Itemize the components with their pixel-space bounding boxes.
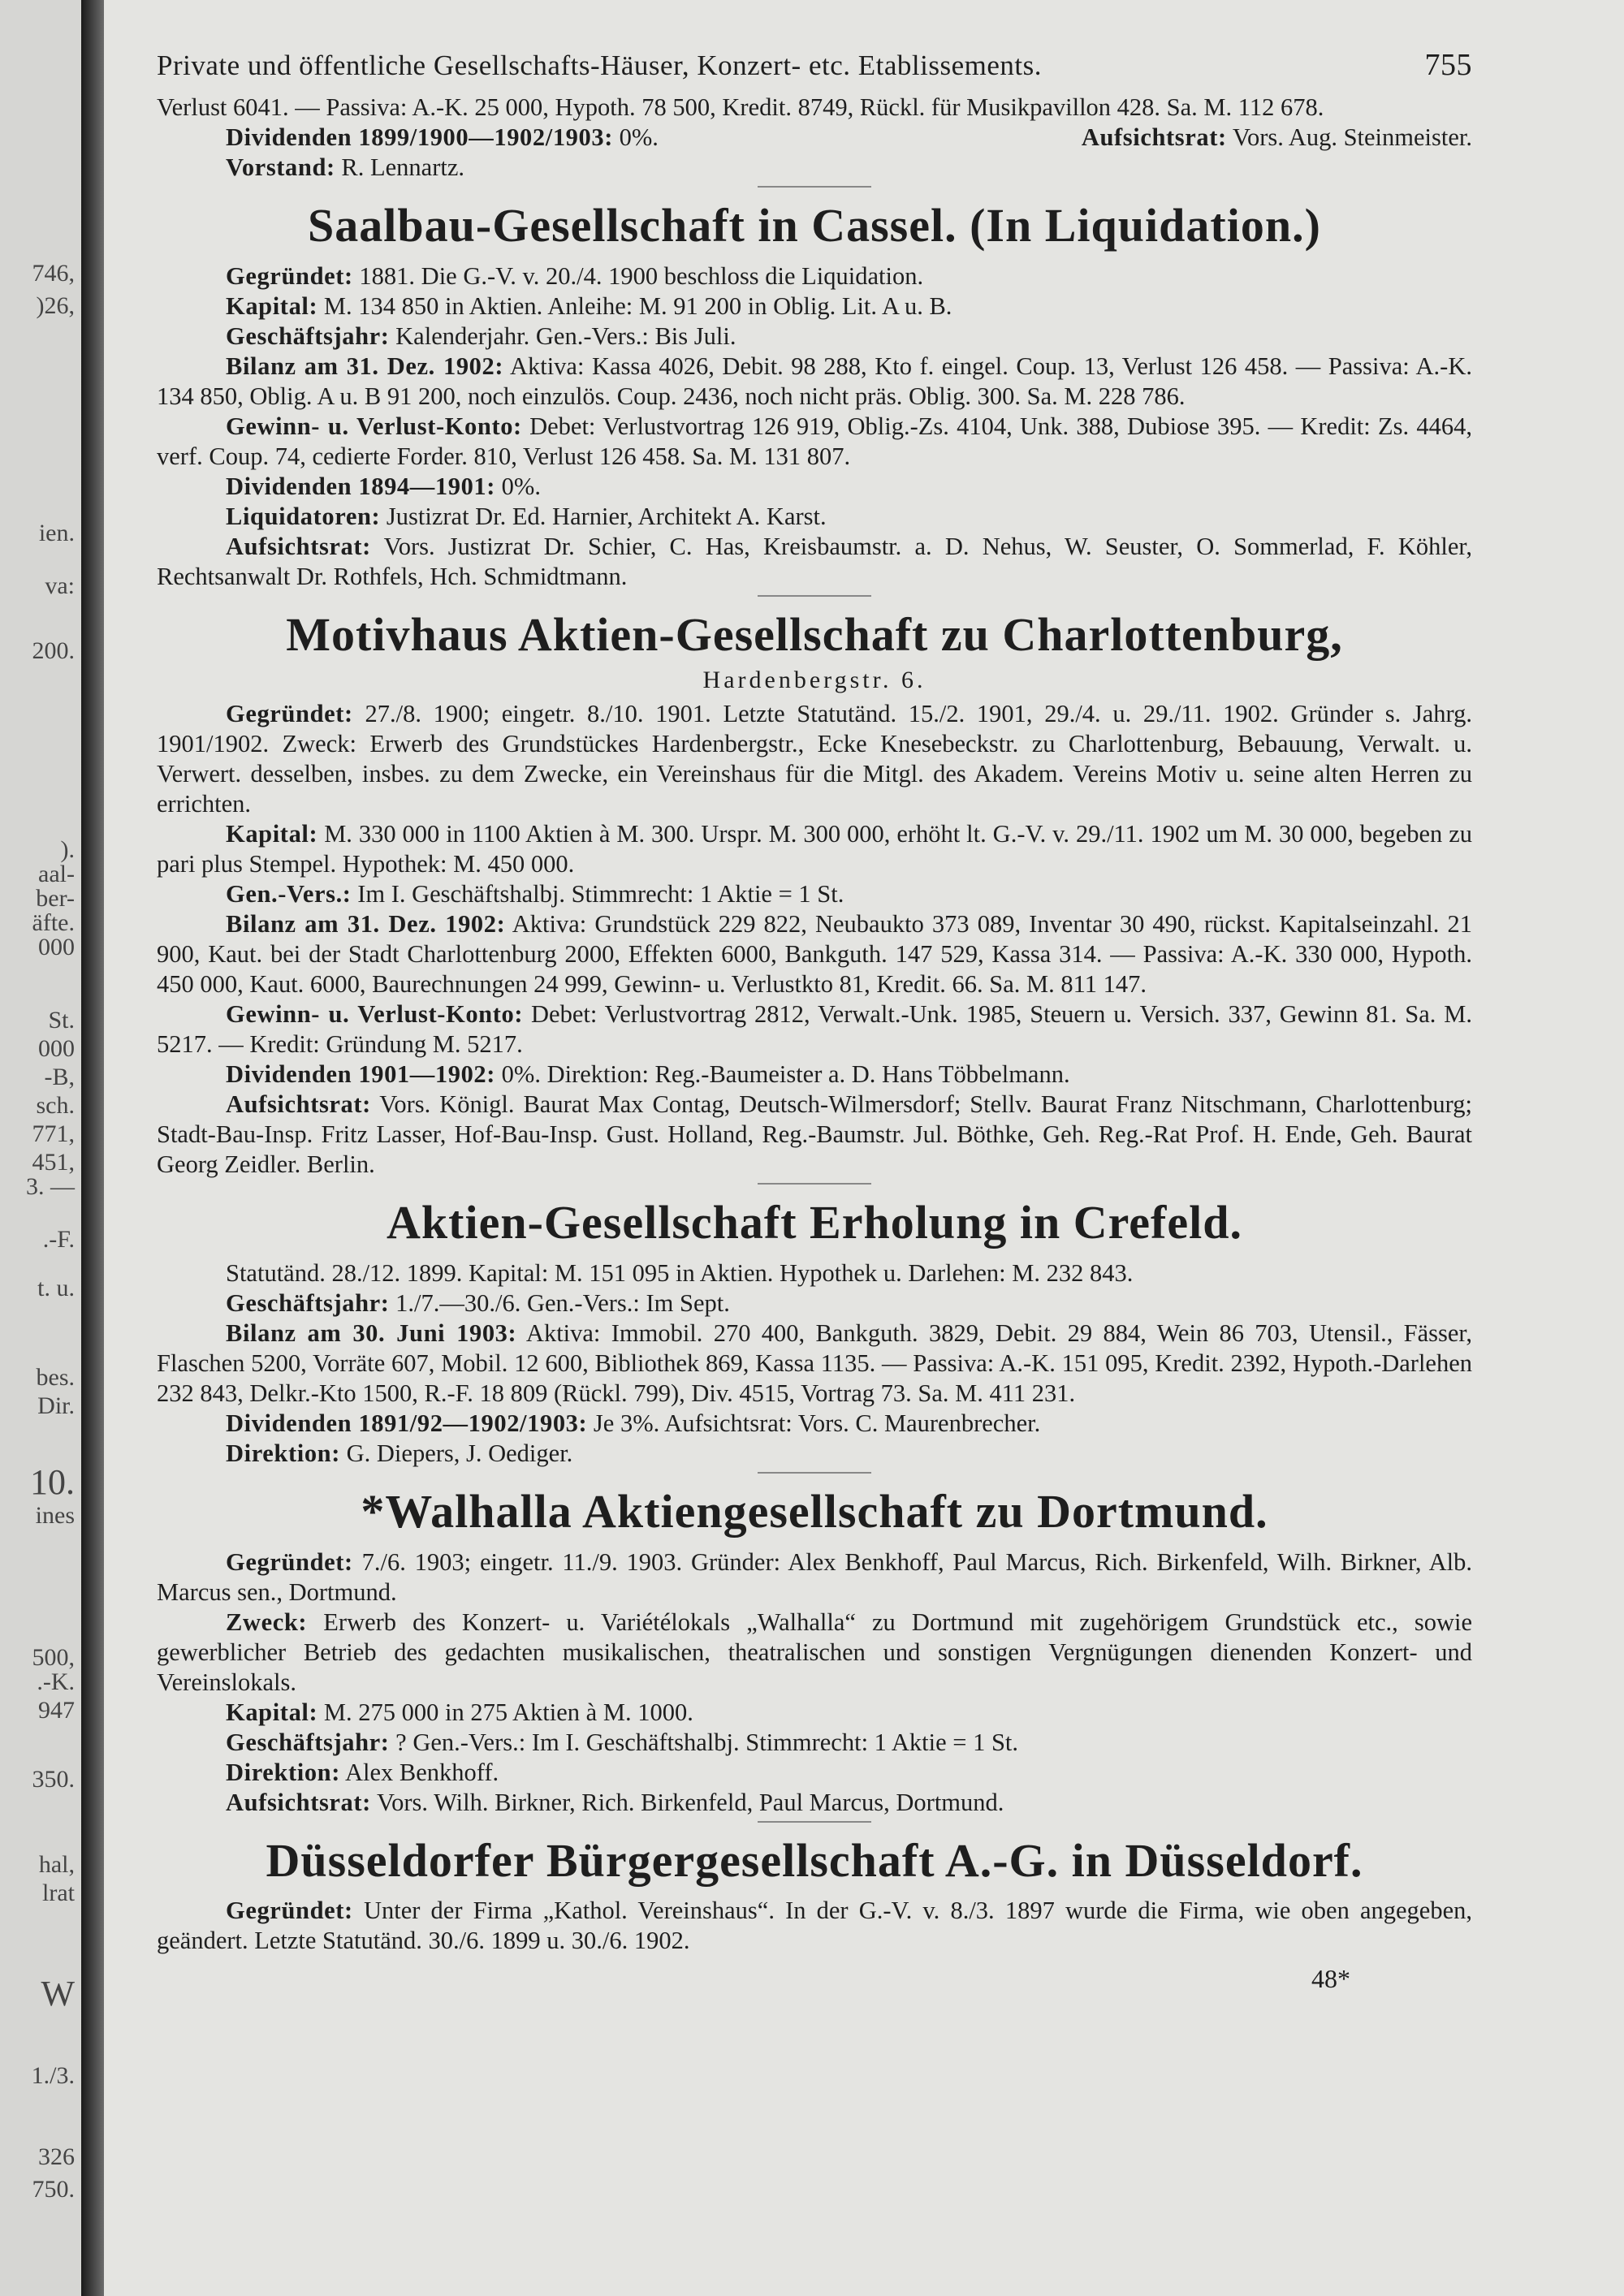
field-text: Justizrat Dr. Ed. Harnier, Architekt A. Karst.	[386, 502, 827, 530]
field-text: Aktiva: Immobil. 270 400, Bankguth. 3829, Debit. 29 884, Wein 86 703, Utensil., Fässer, Flaschen 5200, Vorräte 607, Mobil. 12 600, Bibliothek 869, Kassa 1135. — Passiva: A.-K. 151 095, Kredit. 2392, Hypoth.-Darlehen 232 843, Delkr.-Kto 1500, R.-F. 18 809 (Rückl. 799), Div. 4515, Vortrag 73. Sa. M. 411 231.	[157, 1319, 1472, 1408]
company-entry	[157, 1834, 1472, 1957]
margin-fragment: 771,	[32, 1120, 75, 1147]
field-text: Vors. Wilh. Birkner, Rich. Birkenfeld, Paul Marcus, Dortmund.	[377, 1788, 1004, 1816]
field-text: 1./7.—30./6. Gen.-Vers.: Im Sept.	[395, 1289, 730, 1318]
company-heading: Saalbau-Gesellschaft in Cassel. (In Liquidation.)	[308, 199, 1321, 252]
page-number: 755	[1424, 48, 1472, 82]
field-label: Zweck:	[226, 1608, 308, 1636]
entry-paragraph	[157, 999, 1472, 1060]
entry-paragraph	[157, 502, 1472, 532]
margin-fragment: sch.	[36, 1092, 75, 1119]
margin-fragment: t. u.	[37, 1275, 75, 1301]
prev-vorstand-label: Vorstand:	[226, 153, 335, 181]
field-label: Gen.-Vers.:	[226, 880, 352, 908]
field-label: Direktion:	[226, 1758, 340, 1786]
field-label: Bilanz am 30. Juni 1903:	[226, 1319, 517, 1348]
company-entries	[157, 199, 1472, 1956]
margin-fragment: 350.	[32, 1766, 75, 1793]
margin-fragment: 326	[38, 2143, 75, 2170]
entry-paragraph	[157, 1439, 1472, 1469]
company-address: Hardenbergstr. 6.	[702, 667, 926, 694]
field-text: Je 3%. Aufsichtsrat: Vors. C. Maurenbrecher.	[593, 1409, 1041, 1438]
field-text: 0%.	[501, 472, 541, 500]
field-text: ? Gen.-Vers.: Im I. Geschäftshalbj. Stimmrecht: 1 Aktie = 1 St.	[395, 1728, 1019, 1756]
entry-paragraph	[157, 412, 1472, 472]
prev-entry-dividends	[157, 123, 1472, 153]
margin-fragment: ien.	[38, 520, 75, 546]
entry-paragraph	[157, 1896, 1472, 1956]
field-text: Debet: Verlustvortrag 2812, Verwalt.-Unk. 1985, Steuern u. Versich. 337, Gewinn 81. Sa. M. 5217. — Kredit: Gründung M. 5217.	[157, 1000, 1473, 1059]
book-page	[104, 0, 1624, 2296]
prev-vorstand-value: R. Lennartz.	[341, 153, 464, 181]
company-entry	[157, 608, 1472, 1185]
prev-entry-balance: Verlust 6041. — Passiva: A.-K. 25 000, Hypoth. 78 500, Kredit. 8749, Rückl. für Musikpavillon 428. Sa. M. 112 678.	[157, 93, 1324, 121]
company-heading: *Walhalla Aktiengesellschaft zu Dortmund.	[361, 1485, 1268, 1539]
margin-fragment: 746,	[32, 260, 75, 287]
margin-fragment: 451,	[32, 1149, 75, 1176]
entry-paragraph	[157, 699, 1472, 819]
section-rule	[758, 186, 871, 188]
previous-entry-continuation	[157, 93, 1472, 188]
company-heading: Aktien-Gesellschaft Erholung in Crefeld.	[387, 1196, 1242, 1249]
field-label: Gegründet:	[226, 261, 353, 290]
field-label: Gewinn- u. Verlust-Konto:	[226, 412, 522, 440]
field-text: Im I. Geschäftshalbj. Stimmrecht: 1 Aktie = 1 St.	[357, 880, 844, 908]
field-text: Alex Benkhoff.	[344, 1758, 499, 1786]
entry-paragraph	[157, 1258, 1472, 1288]
margin-fragment: 200.	[32, 637, 75, 664]
field-label: Kapital:	[226, 820, 318, 848]
entry-paragraph	[157, 1090, 1472, 1180]
field-text: Aktiva: Grundstück 229 822, Neubaukto 373 089, Inventar 30 490, rückst. Kapitalseinzahl. 21 900, Kaut. bei der Stadt Charlottenburg 2000, Effekten 6000, Bankguth. 147 529, Kassa 314. — Passiva: A.-K. 330 000, Hypoth. 450 000, Kaut. 6000, Baurechnungen 24 999, Gewinn- u. Verlustkto 81, Kredit. 66. Sa. M. 811 147.	[157, 910, 1472, 999]
company-entry	[157, 199, 1472, 597]
field-text: M. 330 000 in 1100 Aktien à M. 300. Urspr. M. 300 000, erhöht lt. G.-V. v. 29./11. 1902 um M. 30 000, begeben zu pari plus Stempel. Hypothek: M. 450 000.	[157, 820, 1473, 878]
field-text: Unter der Firma „Kathol. Vereinshaus“. In der G.-V. v. 8./3. 1897 wurde die Firma, wie oben angegeben, geändert. Letzte Statutänd. 30./6. 1899 u. 30./6. 1902.	[157, 1897, 1473, 1955]
field-label: Aufsichtsrat:	[226, 1788, 371, 1816]
entry-paragraph	[157, 261, 1472, 291]
entry-paragraph	[157, 879, 1472, 909]
field-text: M. 275 000 in 275 Aktien à M. 1000.	[323, 1698, 693, 1726]
margin-fragment: aal-	[38, 861, 75, 887]
field-label: Gegründet:	[226, 1897, 353, 1925]
field-text: Vors. Justizrat Dr. Schier, C. Has, Kreisbaumstr. a. D. Nehus, W. Seuster, O. Sommerlad, F. Köhler, Rechtsanwalt Dr. Rothfels, Hch. Schmidtmann.	[157, 532, 1472, 590]
field-label: Kapital:	[226, 291, 318, 320]
field-text: 7./6. 1903; eingetr. 11./9. 1903. Gründer: Alex Benkhoff, Paul Marcus, Rich. Birkenfeld, Wilh. Birkner, Alb. Marcus sen., Dortmund.	[157, 1547, 1473, 1606]
company-entry	[157, 1485, 1472, 1823]
entry-paragraph	[157, 909, 1472, 999]
entry-paragraph	[157, 1698, 1472, 1728]
field-label: Gegründet:	[226, 1547, 353, 1576]
prev-dividends-label: Dividenden 1899/1900—1902/1903:	[226, 123, 613, 151]
margin-fragment: 000	[38, 1035, 75, 1062]
entry-paragraph	[157, 472, 1472, 502]
entry-paragraph	[157, 819, 1472, 879]
field-text: Vors. Königl. Baurat Max Contag, Deutsch-Wilmersdorf; Stellv. Baurat Franz Nitschmann, Charlottenburg; Stadt-Bau-Insp. Fritz Lasser, Hof-Bau-Insp. Gust. Holland, Reg.-Baumstr. Jul. Böthke, Geh. Reg.-Rat Prof. H. Ende, Geh. Baurat Georg Zeidler. Berlin.	[157, 1090, 1472, 1179]
margin-fragment: äfte.	[32, 909, 75, 936]
margin-fragment: 500,	[32, 1644, 75, 1671]
margin-fragment: hal,	[38, 1851, 75, 1878]
section-rule	[758, 1472, 871, 1474]
company-heading: Motivhaus Aktien-Gesellschaft zu Charlottenburg,	[286, 607, 1343, 661]
field-text: G. Diepers, J. Oediger.	[346, 1439, 573, 1468]
field-label: Bilanz am 31. Dez. 1902:	[226, 352, 504, 380]
field-label: Gewinn- u. Verlust-Konto:	[226, 1000, 524, 1029]
signature-mark: 48*	[1311, 1964, 1350, 1994]
margin-fragment: St.	[48, 1007, 75, 1034]
field-text: 27./8. 1900; eingetr. 8./10. 1901. Letzte Statutänd. 15./2. 1901, 29./4. u. 29./11. 1902. Gründer s. Jahrg. 1901/1902. Zweck: Erwerb des Grundstückes Hardenbergstr., Ecke Knesebeckstr. zu Charlottenburg, Bebauung, Verwalt. u. Verwert. desselben, insbes. zu dem Zwecke, ein Vereinshaus für die Mitgl. des Akadem. Vereins Motiv u. seine alten Herren zu errichten.	[157, 700, 1473, 818]
margin-fragment: 10.	[30, 1462, 75, 1502]
margin-fragment: bes.	[36, 1364, 75, 1391]
entry-paragraph	[157, 322, 1472, 352]
margin-fragment: Dir.	[37, 1392, 75, 1419]
margin-fragment: 750.	[32, 2176, 75, 2203]
field-text: Debet: Verlustvortrag 126 919, Oblig.-Zs. 4104, Unk. 388, Dubiose 395. — Kredit: Zs. 4464, verf. Coup. 74, cedierte Forder. 810, Verlust 126 458. Sa. M. 131 807.	[157, 412, 1473, 470]
field-text: Erwerb des Konzert- u. Variétélokals „Walhalla“ zu Dortmund mit zugehörigem Grundstück etc., sowie gewerblicher Betrieb des gedachten musikalischen, theatralischen und sonstigen Vergnügungen dienenden Konzert- und Vereinslokals.	[157, 1608, 1473, 1696]
field-text: Aktiva: Kassa 4026, Debit. 98 288, Kto f. eingel. Coup. 13, Verlust 126 458. — Passiva: A.-K. 134 850, Oblig. A u. B 91 200, noch einzulös. Coup. 2436, noch nicht präs. Oblig. 300. Sa. M. 228 786.	[157, 352, 1472, 410]
field-label: Gegründet:	[226, 700, 353, 728]
entry-paragraph	[157, 532, 1472, 592]
prev-dividends-value: 0%.	[619, 123, 659, 151]
entry-paragraph	[157, 291, 1472, 322]
field-label: Kapital:	[226, 1698, 318, 1726]
book-gutter	[81, 0, 104, 2296]
field-label: Aufsichtsrat:	[226, 1090, 371, 1119]
field-label: Liquidatoren:	[226, 502, 381, 530]
entry-paragraph	[157, 1788, 1472, 1818]
field-label: Bilanz am 31. Dez. 1902:	[226, 910, 506, 939]
section-rule	[758, 595, 871, 597]
entry-paragraph	[157, 1728, 1472, 1758]
margin-fragment: 3. —	[26, 1173, 75, 1200]
prev-entry-vorstand	[157, 153, 1472, 183]
margin-fragment: -B,	[44, 1064, 75, 1090]
entry-paragraph	[157, 1409, 1472, 1439]
field-text: M. 134 850 in Aktien. Anleihe: M. 91 200 in Oblig. Lit. A u. B.	[323, 291, 952, 320]
margin-fragment: 000	[38, 934, 75, 960]
previous-page-margin	[0, 0, 81, 2296]
field-label: Direktion:	[226, 1439, 340, 1468]
margin-fragment: va:	[45, 572, 75, 599]
margin-fragment: .-K.	[37, 1668, 75, 1695]
field-label: Dividenden 1891/92—1902/1903:	[226, 1409, 588, 1438]
running-head	[157, 47, 1472, 83]
field-label: Geschäftsjahr:	[226, 1728, 390, 1756]
field-text: 1881. Die G.-V. v. 20./4. 1900 beschloss die Liquidation.	[359, 261, 924, 290]
prev-board-value: Vors. Aug. Steinmeister.	[1232, 123, 1472, 151]
field-label: Geschäftsjahr:	[226, 1289, 390, 1318]
margin-fragment: ines	[35, 1502, 75, 1529]
margin-fragment: ber-	[36, 885, 75, 912]
entry-paragraph	[157, 352, 1472, 412]
margin-fragment: .-F.	[42, 1226, 75, 1253]
page-content	[157, 47, 1472, 1994]
company-entry	[157, 1196, 1472, 1474]
field-text: 0%. Direktion: Reg.-Baumeister a. D. Hans Többelmann.	[501, 1060, 1070, 1089]
entry-paragraph	[157, 1547, 1472, 1608]
margin-fragment: W	[41, 1974, 75, 2013]
field-text: Statutänd. 28./12. 1899. Kapital: M. 151 095 in Aktien. Hypothek u. Darlehen: M. 232 843.	[226, 1259, 1134, 1288]
entry-paragraph	[157, 1318, 1472, 1409]
section-rule	[758, 1183, 871, 1185]
margin-fragment: 1./3.	[31, 2062, 75, 2089]
field-label: Geschäftsjahr:	[226, 322, 390, 350]
entry-paragraph	[157, 1758, 1472, 1788]
field-text: Kalenderjahr. Gen.-Vers.: Bis Juli.	[395, 322, 736, 350]
entry-paragraph	[157, 1608, 1472, 1698]
field-label: Dividenden 1901—1902:	[226, 1060, 496, 1089]
running-head-title: Private und öffentliche Gesellschafts-Häuser, Konzert- etc. Etablissements.	[157, 50, 1042, 81]
company-heading: Düsseldorfer Bürgergesellschaft A.-G. in Düsseldorf.	[266, 1833, 1363, 1887]
section-rule	[758, 1821, 871, 1823]
field-label: Aufsichtsrat:	[226, 532, 371, 560]
margin-fragment: 947	[38, 1697, 75, 1724]
prev-board-label: Aufsichtsrat:	[1081, 123, 1227, 151]
margin-fragment: lrat	[42, 1880, 75, 1906]
entry-paragraph	[157, 1060, 1472, 1090]
margin-fragment: )26,	[36, 292, 75, 319]
field-label: Dividenden 1894—1901:	[226, 472, 496, 500]
entry-paragraph	[157, 1288, 1472, 1318]
margin-fragment: ).	[60, 836, 75, 863]
